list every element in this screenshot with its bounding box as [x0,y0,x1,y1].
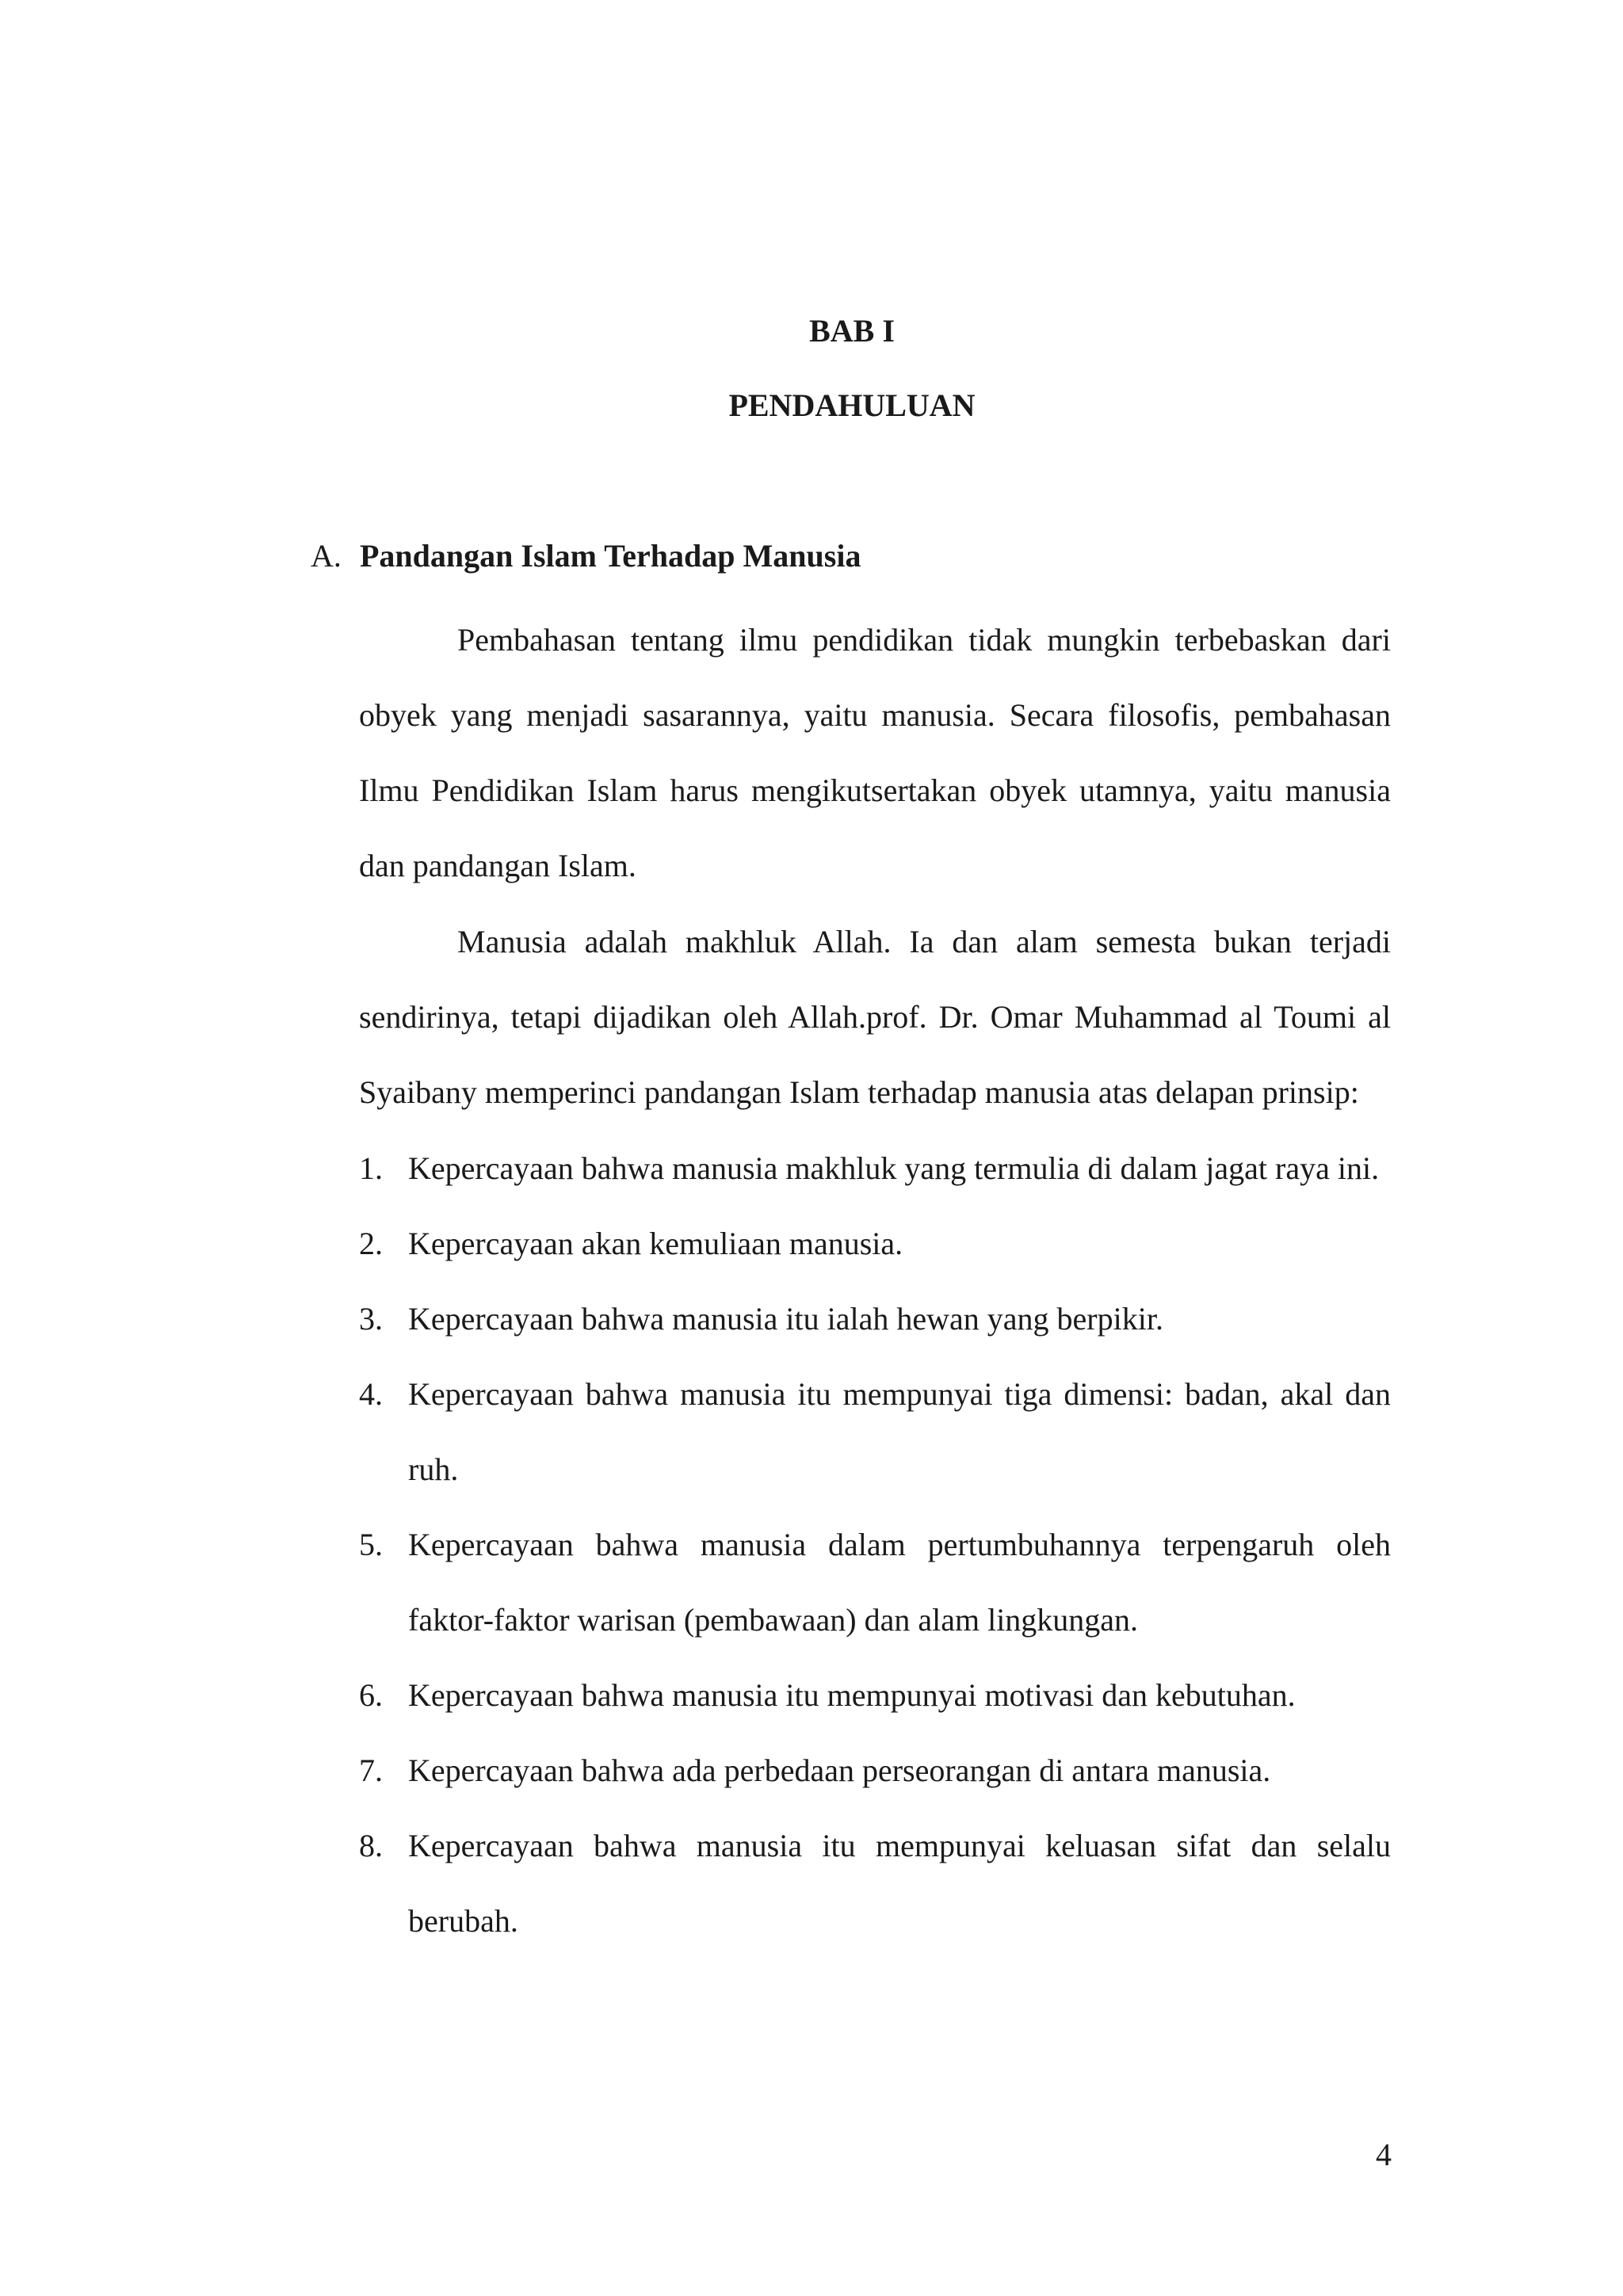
chapter-number: BAB I [809,313,895,349]
paragraph-2: Manusia adalah makhluk Allah. Ia dan alam semesta bukan terjadi sendirinya, tetapi dijadikan oleh Allah.prof. Dr. Omar Muhammad al Toumi al Syaibany memperinci pandangan Islam terhadap manusia atas delapan prinsip: [359,924,1391,1110]
list-item-text: Kepercayaan bahwa manusia itu ialah hewan yang berpikir. [408,1301,1163,1337]
list-item-text: Kepercayaan bahwa ada perbedaan perseorangan di antara manusia. [408,1753,1271,1788]
list-item [359,1206,1391,1281]
section-heading [311,540,861,572]
list-item [359,1507,1391,1657]
list-item-number: 7. [359,1753,383,1788]
list-item-text: Kepercayaan bahwa manusia makhluk yang termulia di dalam jagat raya ini. [408,1150,1380,1186]
list-item-number: 1. [359,1150,383,1186]
principles-list [359,1131,1391,1958]
list-item-number: 8. [359,1828,383,1863]
section-title: Pandangan Islam Terhadap Manusia [360,538,861,574]
list-item [359,1356,1391,1507]
list-item [359,1657,1391,1733]
section-letter: A. [311,538,342,574]
list-item-number: 6. [359,1677,383,1713]
list-item-text: Kepercayaan bahwa manusia itu mempunyai keluasan sifat dan selalu berubah. [408,1828,1391,1939]
list-item-number: 4. [359,1376,383,1412]
page-number: 4 [1376,2137,1392,2172]
list-item-text: Kepercayaan akan kemuliaan manusia. [408,1226,903,1261]
list-item-text: Kepercayaan bahwa manusia dalam pertumbuhannya terpengaruh oleh faktor-faktor warisan (pembawaan) dan alam lingkungan. [408,1527,1391,1638]
list-item-text: Kepercayaan bahwa manusia itu mempunyai tiga dimensi: badan, akal dan ruh. [408,1376,1391,1487]
list-item [359,1131,1391,1206]
list-item-number: 5. [359,1527,383,1562]
list-item-text: Kepercayaan bahwa manusia itu mempunyai motivasi dan kebutuhan. [408,1677,1296,1713]
list-item [359,1808,1391,1958]
list-item [359,1733,1391,1808]
chapter-title: PENDAHULUAN [728,387,976,423]
list-item [359,1281,1391,1356]
list-item-number: 3. [359,1301,383,1337]
paragraph-1: Pembahasan tentang ilmu pendidikan tidak mungkin terbebaskan dari obyek yang menjadi sasarannya, yaitu manusia. Secara filosofis, pembahasan Ilmu Pendidikan Islam harus mengikutsertakan obyek utamnya, yaitu manusia dan pandangan Islam. [359,622,1391,883]
list-item-number: 2. [359,1226,383,1261]
